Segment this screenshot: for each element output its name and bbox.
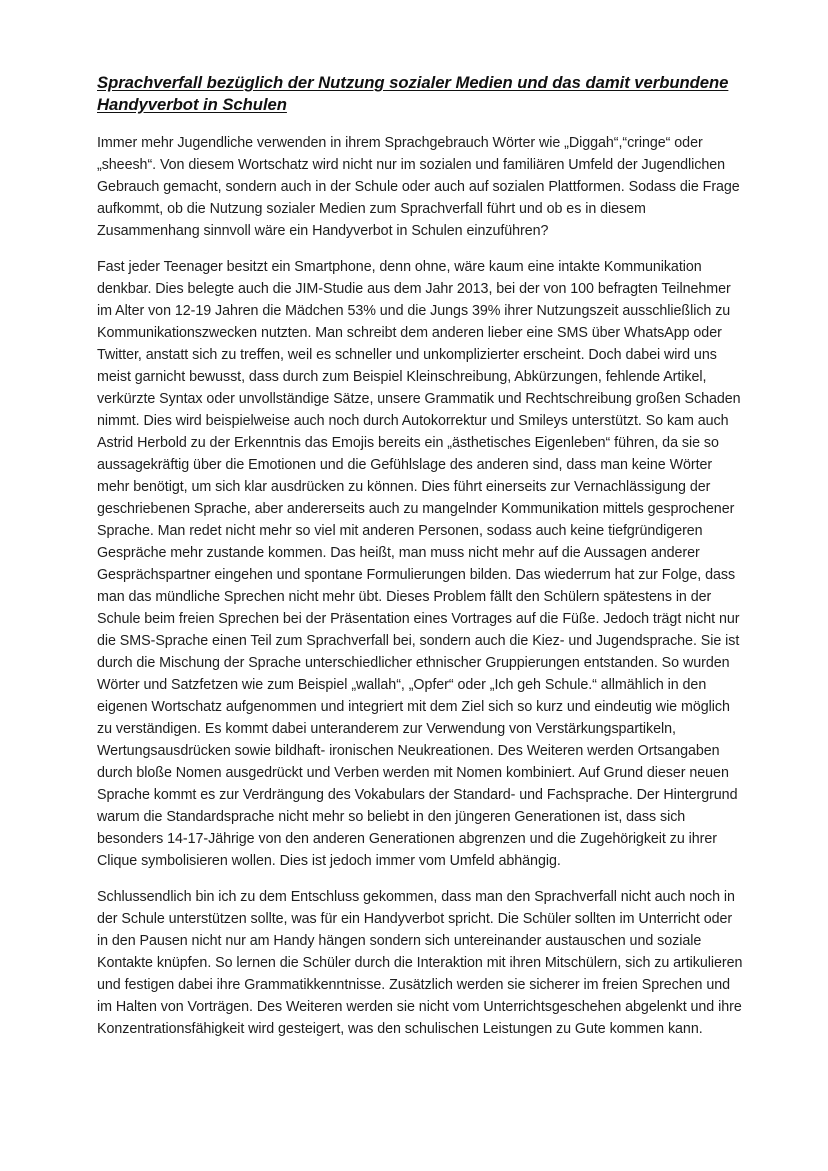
paragraph-main-body: Fast jeder Teenager besitzt ein Smartphone, denn ohne, wäre kaum eine intakte Kommunikation denkbar. Dies belegte auch die JIM-Studie aus dem Jahr 2013, bei der von 100 befragten Teilnehmer im Alter von 12-19 Jahren die Mädchen 53% und die Jungs 39% ihrer Nutzungszeit ausschließlich zu Kommunikationszwecken nutzten. Man schreibt dem anderen lieber eine SMS über WhatsApp oder Twitter, anstatt sich zu treffen, weil es schneller und unkomplizierter erscheint. Doch dabei wird uns meist garnicht bewusst, dass durch zum Beispiel Kleinschreibung, Abkürzungen, fehlende Artikel, verkürzte Syntax oder unvollständige Sätze, unsere Grammatik und Rechtschreibung großen Schaden nimmt. Dies wird beispielweise auch noch durch Autokorrektur und Smileys unterstützt. So kam auch Astrid Herbold zu der Erkenntnis das Emojis bereits ein „ästhetisches Eigenleben“ führen, da sie so aussagekräftig über die Emotionen und die Gefühlslage des anderen sind, dass man keine Wörter mehr benötigt, um sich klar ausdrücken zu können. Dies führt einerseits zur Vernachlässigung der geschriebenen Sprache, aber andererseits auch zu mangelnder Kommunikation mittels gesprochener Sprache. Man redet nicht mehr so viel mit anderen Personen, sodass auch keine tiefgründigeren Gespräche mehr zustande kommen. Das heißt, man muss nicht mehr auf die Aussagen anderer Gesprächspartner eingehen und spontane Formulierungen bilden. Das wiederrum hat zur Folge, dass man das mündliche Sprechen nicht mehr übt. Dieses Problem fällt den Schülern spätestens in der Schule beim freien Sprechen bei der Präsentation eines Vortrages auf die Füße. Jedoch trägt nicht nur die SMS-Sprache einen Teil zum Sprachverfall bei, sondern auch die Kiez- und Jugendsprache. Sie ist durch die Mischung der Sprache unterschiedlicher ethnischer Gruppierungen entstanden. So wurden Wörter und Satzfetzen wie zum Beispiel „wallah“, „Opfer“ oder „Ich geh Schule.“ allmählich in den eigenen Wortschatz aufgenommen und integriert mit dem Ziel sich so kurz und eindeutig wie möglich zu verständigen. Es kommt dabei unteranderem zur Verwendung von Verstärkungspartikeln, Wertungsausdrücken sowie bildhaft- ironischen Neukreationen. Des Weiteren werden Ortsangaben durch bloße Nomen ausgedrückt und Verben werden mit Nomen kombiniert. Auf Grund dieser neuen Sprache kommt es zur Verdrängung des Vokabulars der Standard- und Fachsprache. Der Hintergrund warum die Standardsprache nicht mehr so beliebt in den jüngeren Generationen ist, dass sich besonders 14-17-Jährige von den anderen Generationen abgrenzen und die Zugehörigkeit zu ihrer Clique symbolisieren wollen. Dies ist jedoch immer vom Umfeld abhängig. — [97, 259, 741, 869]
paragraph-conclusion: Schlussendlich bin ich zu dem Entschluss gekommen, dass man den Sprachverfall nicht auch noch in der Schule unterstützen sollte, was für ein Handyverbot spricht. Die Schüler sollten im Unterricht oder in den Pausen nicht nur am Handy hängen sondern sich untereinander austauschen und soziale Kontakte knüpfen. So lernen die Schüler durch die Interaktion mit ihren Mitschülern, sich zu artikulieren und festigen dabei ihre Grammatikkenntnisse. Zusätzlich werden sie sicherer im freien Sprechen und im Halten von Vorträgen. Des Weiteren werden sie nicht vom Unterrichtsgeschehen abgelenkt und ihre Konzentrationsfähigkeit wird gesteigert, was den schulischen Leistungen zu Gute kommen kann. — [97, 889, 743, 1037]
document-title: Sprachverfall bezüglich der Nutzung sozialer Medien und das damit verbundene Handyverbot in Schulen — [97, 73, 729, 114]
paragraph-introduction: Immer mehr Jugendliche verwenden in ihrem Sprachgebrauch Wörter wie „Diggah“,“cringe“ oder „sheesh“. Von diesem Wortschatz wird nicht nur im sozialen und familiären Umfeld der Jugendlichen Gebrauch gemacht, sondern auch in der Schule oder auch auf sozialen Plattformen. Sodass die Frage aufkommt, ob die Nutzung sozialer Medien zum Sprachverfall führt und ob es in diesem Zusammenhang sinnvoll wäre ein Handyverbot in Schulen einzuführen? — [97, 135, 740, 239]
